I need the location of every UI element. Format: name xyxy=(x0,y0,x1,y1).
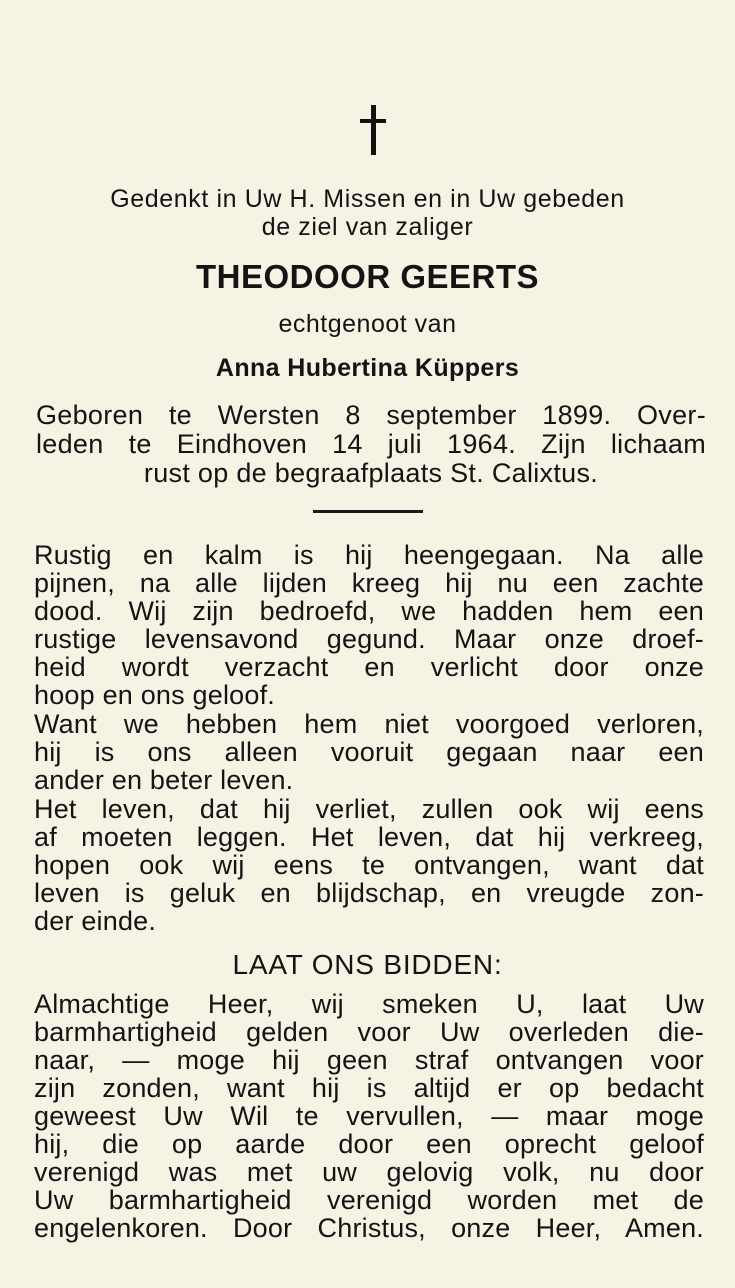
intro-line-2: de ziel van zaliger xyxy=(261,213,474,241)
reflection-line-12: hopen ook wij eens te ontvangen, want dat xyxy=(34,850,704,880)
prayer-line-5: geweest Uw Wil te vervullen, — maar moge xyxy=(34,1101,704,1131)
reflection-line-2: pijnen, na alle lijden kreeg hij nu een zachte xyxy=(34,568,704,598)
intro-line-1: Gedenkt in Uw H. Missen en in Uw gebeden xyxy=(110,185,625,213)
bio-line-3: rust op de begraafplaats St. Calixtus. xyxy=(143,458,599,488)
prayer-line-2: barmhartigheid gelden voor Uw overleden die- xyxy=(34,1017,704,1047)
prayer-line-7: verenigd was met uw gelovig volk, nu door xyxy=(34,1157,704,1187)
deceased-name: THEODOOR GEERTS xyxy=(195,258,540,295)
reflection-line-7: Want we hebben hem niet voorgoed verloren, xyxy=(34,709,704,739)
prayer-title: LAAT ONS BIDDEN: xyxy=(232,949,503,980)
cross-icon xyxy=(358,105,388,155)
prayer-line-9: engelenkoren. Door Christus, onze Heer, Amen. xyxy=(34,1213,704,1243)
reflection-line-11: af moeten leggen. Het leven, dat hij verkreeg, xyxy=(34,822,704,852)
spouse-name: Anna Hubertina Küppers xyxy=(215,354,520,382)
reflection-line-5: heid wordt verzacht en verlicht door onze xyxy=(34,652,704,682)
prayer-line-6: hij, die op aarde door een oprecht geloof xyxy=(34,1129,704,1159)
prayer-line-4: zijn zonden, want hij is altijd er op bedacht xyxy=(34,1073,704,1103)
reflection-line-4: rustige levensavond gegund. Maar onze droef- xyxy=(34,624,704,654)
reflection-line-14: der einde. xyxy=(34,906,157,936)
reflection-line-6: hoop en ons geloof. xyxy=(34,680,275,710)
prayer-line-3: naar, — moge hij geen straf ontvangen voor xyxy=(34,1045,704,1075)
reflection-line-1: Rustig en kalm is hij heengegaan. Na alle xyxy=(34,540,704,570)
reflection-line-9: ander en beter leven. xyxy=(34,765,294,795)
reflection-line-8: hij is ons alleen vooruit gegaan naar een xyxy=(34,737,704,767)
prayer-line-8: Uw barmhartigheid verenigd worden met de xyxy=(34,1185,704,1215)
reflection-line-13: leven is geluk en blijdschap, en vreugde zon- xyxy=(34,878,704,908)
reflection-line-3: dood. Wij zijn bedroefd, we hadden hem een xyxy=(34,596,704,626)
reflection-line-10: Het leven, dat hij verliet, zullen ook wij eens xyxy=(34,794,704,824)
prayer-line-1: Almachtige Heer, wij smeken U, laat Uw xyxy=(34,989,704,1019)
divider xyxy=(313,510,423,513)
bio-line-1: Geboren te Wersten 8 september 1899. Over- xyxy=(36,400,706,430)
bio-line-2: leden te Eindhoven 14 juli 1964. Zijn lichaam xyxy=(36,429,706,459)
spouse-label: echtgenoot van xyxy=(278,310,457,338)
